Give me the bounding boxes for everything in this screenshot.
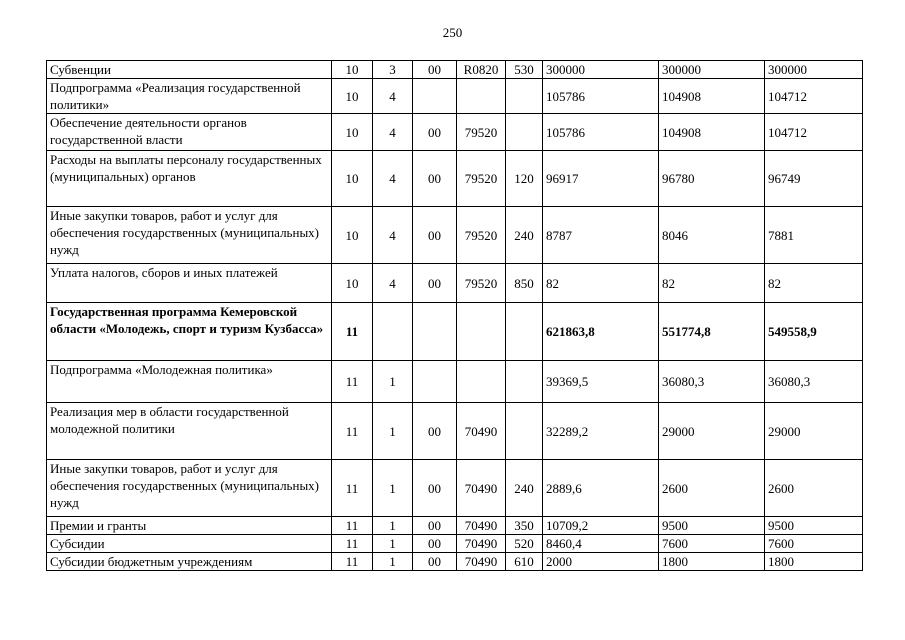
row-code-target bbox=[457, 361, 506, 403]
row-value-3: 96749 bbox=[765, 151, 863, 207]
table-row bbox=[47, 403, 863, 460]
row-code-program: 00 bbox=[413, 403, 457, 460]
row-value-2: 8046 bbox=[659, 207, 765, 264]
row-code-target: 79520 bbox=[457, 264, 506, 303]
row-code-subsection: 1 bbox=[373, 361, 413, 403]
row-value-2: 96780 bbox=[659, 151, 765, 207]
row-value-2: 104908 bbox=[659, 79, 765, 114]
table-row bbox=[47, 79, 863, 114]
row-value-1: 300000 bbox=[543, 61, 659, 79]
row-name: Подпрограмма «Молодежная политика» bbox=[47, 361, 332, 403]
row-code-subsection: 1 bbox=[373, 460, 413, 517]
row-value-3: 82 bbox=[765, 264, 863, 303]
row-code-subsection: 4 bbox=[373, 207, 413, 264]
row-code-target: 79520 bbox=[457, 114, 506, 151]
row-code-section: 10 bbox=[332, 79, 373, 114]
row-code-target: 79520 bbox=[457, 207, 506, 264]
row-value-1: 32289,2 bbox=[543, 403, 659, 460]
row-name: Субсидии бюджетным учреждениям bbox=[47, 553, 332, 571]
row-code-program bbox=[413, 361, 457, 403]
row-code-expense-type: 120 bbox=[506, 151, 543, 207]
row-code-program: 00 bbox=[413, 114, 457, 151]
row-value-1: 96917 bbox=[543, 151, 659, 207]
row-code-section: 10 bbox=[332, 264, 373, 303]
row-code-target: 70490 bbox=[457, 517, 506, 535]
row-code-program: 00 bbox=[413, 517, 457, 535]
table-row bbox=[47, 535, 863, 553]
row-value-2: 29000 bbox=[659, 403, 765, 460]
row-value-3: 104712 bbox=[765, 79, 863, 114]
table-row bbox=[47, 114, 863, 151]
row-code-expense-type bbox=[506, 303, 543, 361]
row-value-1: 621863,8 bbox=[543, 303, 659, 361]
row-code-expense-type bbox=[506, 79, 543, 114]
row-name: Подпрограмма «Реализация государственной политики» bbox=[47, 79, 332, 114]
row-value-3: 1800 bbox=[765, 553, 863, 571]
row-code-section: 11 bbox=[332, 517, 373, 535]
row-code-expense-type: 350 bbox=[506, 517, 543, 535]
row-code-target: 70490 bbox=[457, 553, 506, 571]
row-name: Иные закупки товаров, работ и услуг для обеспечения государственных (муниципальных) нужд bbox=[47, 207, 332, 264]
row-value-2: 36080,3 bbox=[659, 361, 765, 403]
row-code-target: R0820 bbox=[457, 61, 506, 79]
row-code-section: 10 bbox=[332, 151, 373, 207]
row-code-expense-type: 520 bbox=[506, 535, 543, 553]
row-code-target: 70490 bbox=[457, 403, 506, 460]
row-code-target: 79520 bbox=[457, 151, 506, 207]
row-code-expense-type: 850 bbox=[506, 264, 543, 303]
row-value-1: 2889,6 bbox=[543, 460, 659, 517]
row-value-3: 7600 bbox=[765, 535, 863, 553]
row-code-subsection: 1 bbox=[373, 517, 413, 535]
row-value-1: 8460,4 bbox=[543, 535, 659, 553]
row-code-section: 11 bbox=[332, 553, 373, 571]
table-row bbox=[47, 460, 863, 517]
row-code-program: 00 bbox=[413, 264, 457, 303]
row-value-3: 2600 bbox=[765, 460, 863, 517]
row-code-target: 70490 bbox=[457, 535, 506, 553]
row-code-program: 00 bbox=[413, 61, 457, 79]
row-code-program bbox=[413, 79, 457, 114]
row-name: Обеспечение деятельности органов государственной власти bbox=[47, 114, 332, 151]
table-row bbox=[47, 151, 863, 207]
row-code-target bbox=[457, 303, 506, 361]
row-code-subsection: 3 bbox=[373, 61, 413, 79]
row-name: Иные закупки товаров, работ и услуг для обеспечения государственных (муниципальных) нужд bbox=[47, 460, 332, 517]
row-name: Субвенции bbox=[47, 61, 332, 79]
row-code-section: 11 bbox=[332, 303, 373, 361]
table-row bbox=[47, 207, 863, 264]
row-value-3: 7881 bbox=[765, 207, 863, 264]
row-code-section: 10 bbox=[332, 207, 373, 264]
row-code-subsection: 4 bbox=[373, 79, 413, 114]
row-value-3: 300000 bbox=[765, 61, 863, 79]
row-code-subsection bbox=[373, 303, 413, 361]
table-row bbox=[47, 553, 863, 571]
row-code-section: 10 bbox=[332, 114, 373, 151]
row-code-program: 00 bbox=[413, 151, 457, 207]
row-code-subsection: 1 bbox=[373, 553, 413, 571]
row-value-2: 82 bbox=[659, 264, 765, 303]
row-value-1: 2000 bbox=[543, 553, 659, 571]
row-code-section: 11 bbox=[332, 403, 373, 460]
row-value-2: 1800 bbox=[659, 553, 765, 571]
row-code-expense-type bbox=[506, 361, 543, 403]
row-code-subsection: 4 bbox=[373, 114, 413, 151]
table-row bbox=[47, 361, 863, 403]
row-code-expense-type bbox=[506, 403, 543, 460]
row-code-target bbox=[457, 79, 506, 114]
table-row bbox=[47, 264, 863, 303]
row-code-expense-type: 240 bbox=[506, 460, 543, 517]
row-code-subsection: 4 bbox=[373, 264, 413, 303]
page-number: 250 bbox=[442, 25, 463, 40]
row-name: Расходы на выплаты персоналу государственных (муниципальных) органов bbox=[47, 151, 332, 207]
row-value-2: 9500 bbox=[659, 517, 765, 535]
row-code-section: 11 bbox=[332, 535, 373, 553]
row-value-3: 104712 bbox=[765, 114, 863, 151]
row-name: Уплата налогов, сборов и иных платежей bbox=[47, 264, 332, 303]
row-value-3: 9500 bbox=[765, 517, 863, 535]
row-value-2: 2600 bbox=[659, 460, 765, 517]
row-code-subsection: 4 bbox=[373, 151, 413, 207]
row-name: Премии и гранты bbox=[47, 517, 332, 535]
table-row bbox=[47, 61, 863, 79]
row-value-1: 82 bbox=[543, 264, 659, 303]
table-row bbox=[47, 517, 863, 535]
row-code-subsection: 1 bbox=[373, 535, 413, 553]
row-code-expense-type bbox=[506, 114, 543, 151]
row-name: Субсидии bbox=[47, 535, 332, 553]
row-name: Государственная программа Кемеровской области «Молодежь, спорт и туризм Кузбасса» bbox=[47, 303, 332, 361]
row-code-program: 00 bbox=[413, 535, 457, 553]
row-value-1: 105786 bbox=[543, 79, 659, 114]
row-value-2: 7600 bbox=[659, 535, 765, 553]
row-code-section: 11 bbox=[332, 460, 373, 517]
table-row bbox=[47, 303, 863, 361]
row-code-expense-type: 530 bbox=[506, 61, 543, 79]
row-value-1: 8787 bbox=[543, 207, 659, 264]
row-code-program bbox=[413, 303, 457, 361]
row-value-2: 104908 bbox=[659, 114, 765, 151]
row-code-expense-type: 240 bbox=[506, 207, 543, 264]
row-code-subsection: 1 bbox=[373, 403, 413, 460]
row-code-section: 11 bbox=[332, 361, 373, 403]
row-name: Реализация мер в области государственной молодежной политики bbox=[47, 403, 332, 460]
row-value-2: 551774,8 bbox=[659, 303, 765, 361]
row-code-program: 00 bbox=[413, 553, 457, 571]
table-body bbox=[47, 61, 863, 571]
row-code-target: 70490 bbox=[457, 460, 506, 517]
row-value-2: 300000 bbox=[659, 61, 765, 79]
budget-table bbox=[46, 60, 863, 571]
row-value-1: 105786 bbox=[543, 114, 659, 151]
row-code-section: 10 bbox=[332, 61, 373, 79]
row-code-expense-type: 610 bbox=[506, 553, 543, 571]
row-code-program: 00 bbox=[413, 207, 457, 264]
row-value-3: 549558,9 bbox=[765, 303, 863, 361]
row-value-3: 36080,3 bbox=[765, 361, 863, 403]
row-code-program: 00 bbox=[413, 460, 457, 517]
row-value-3: 29000 bbox=[765, 403, 863, 460]
row-value-1: 10709,2 bbox=[543, 517, 659, 535]
row-value-1: 39369,5 bbox=[543, 361, 659, 403]
